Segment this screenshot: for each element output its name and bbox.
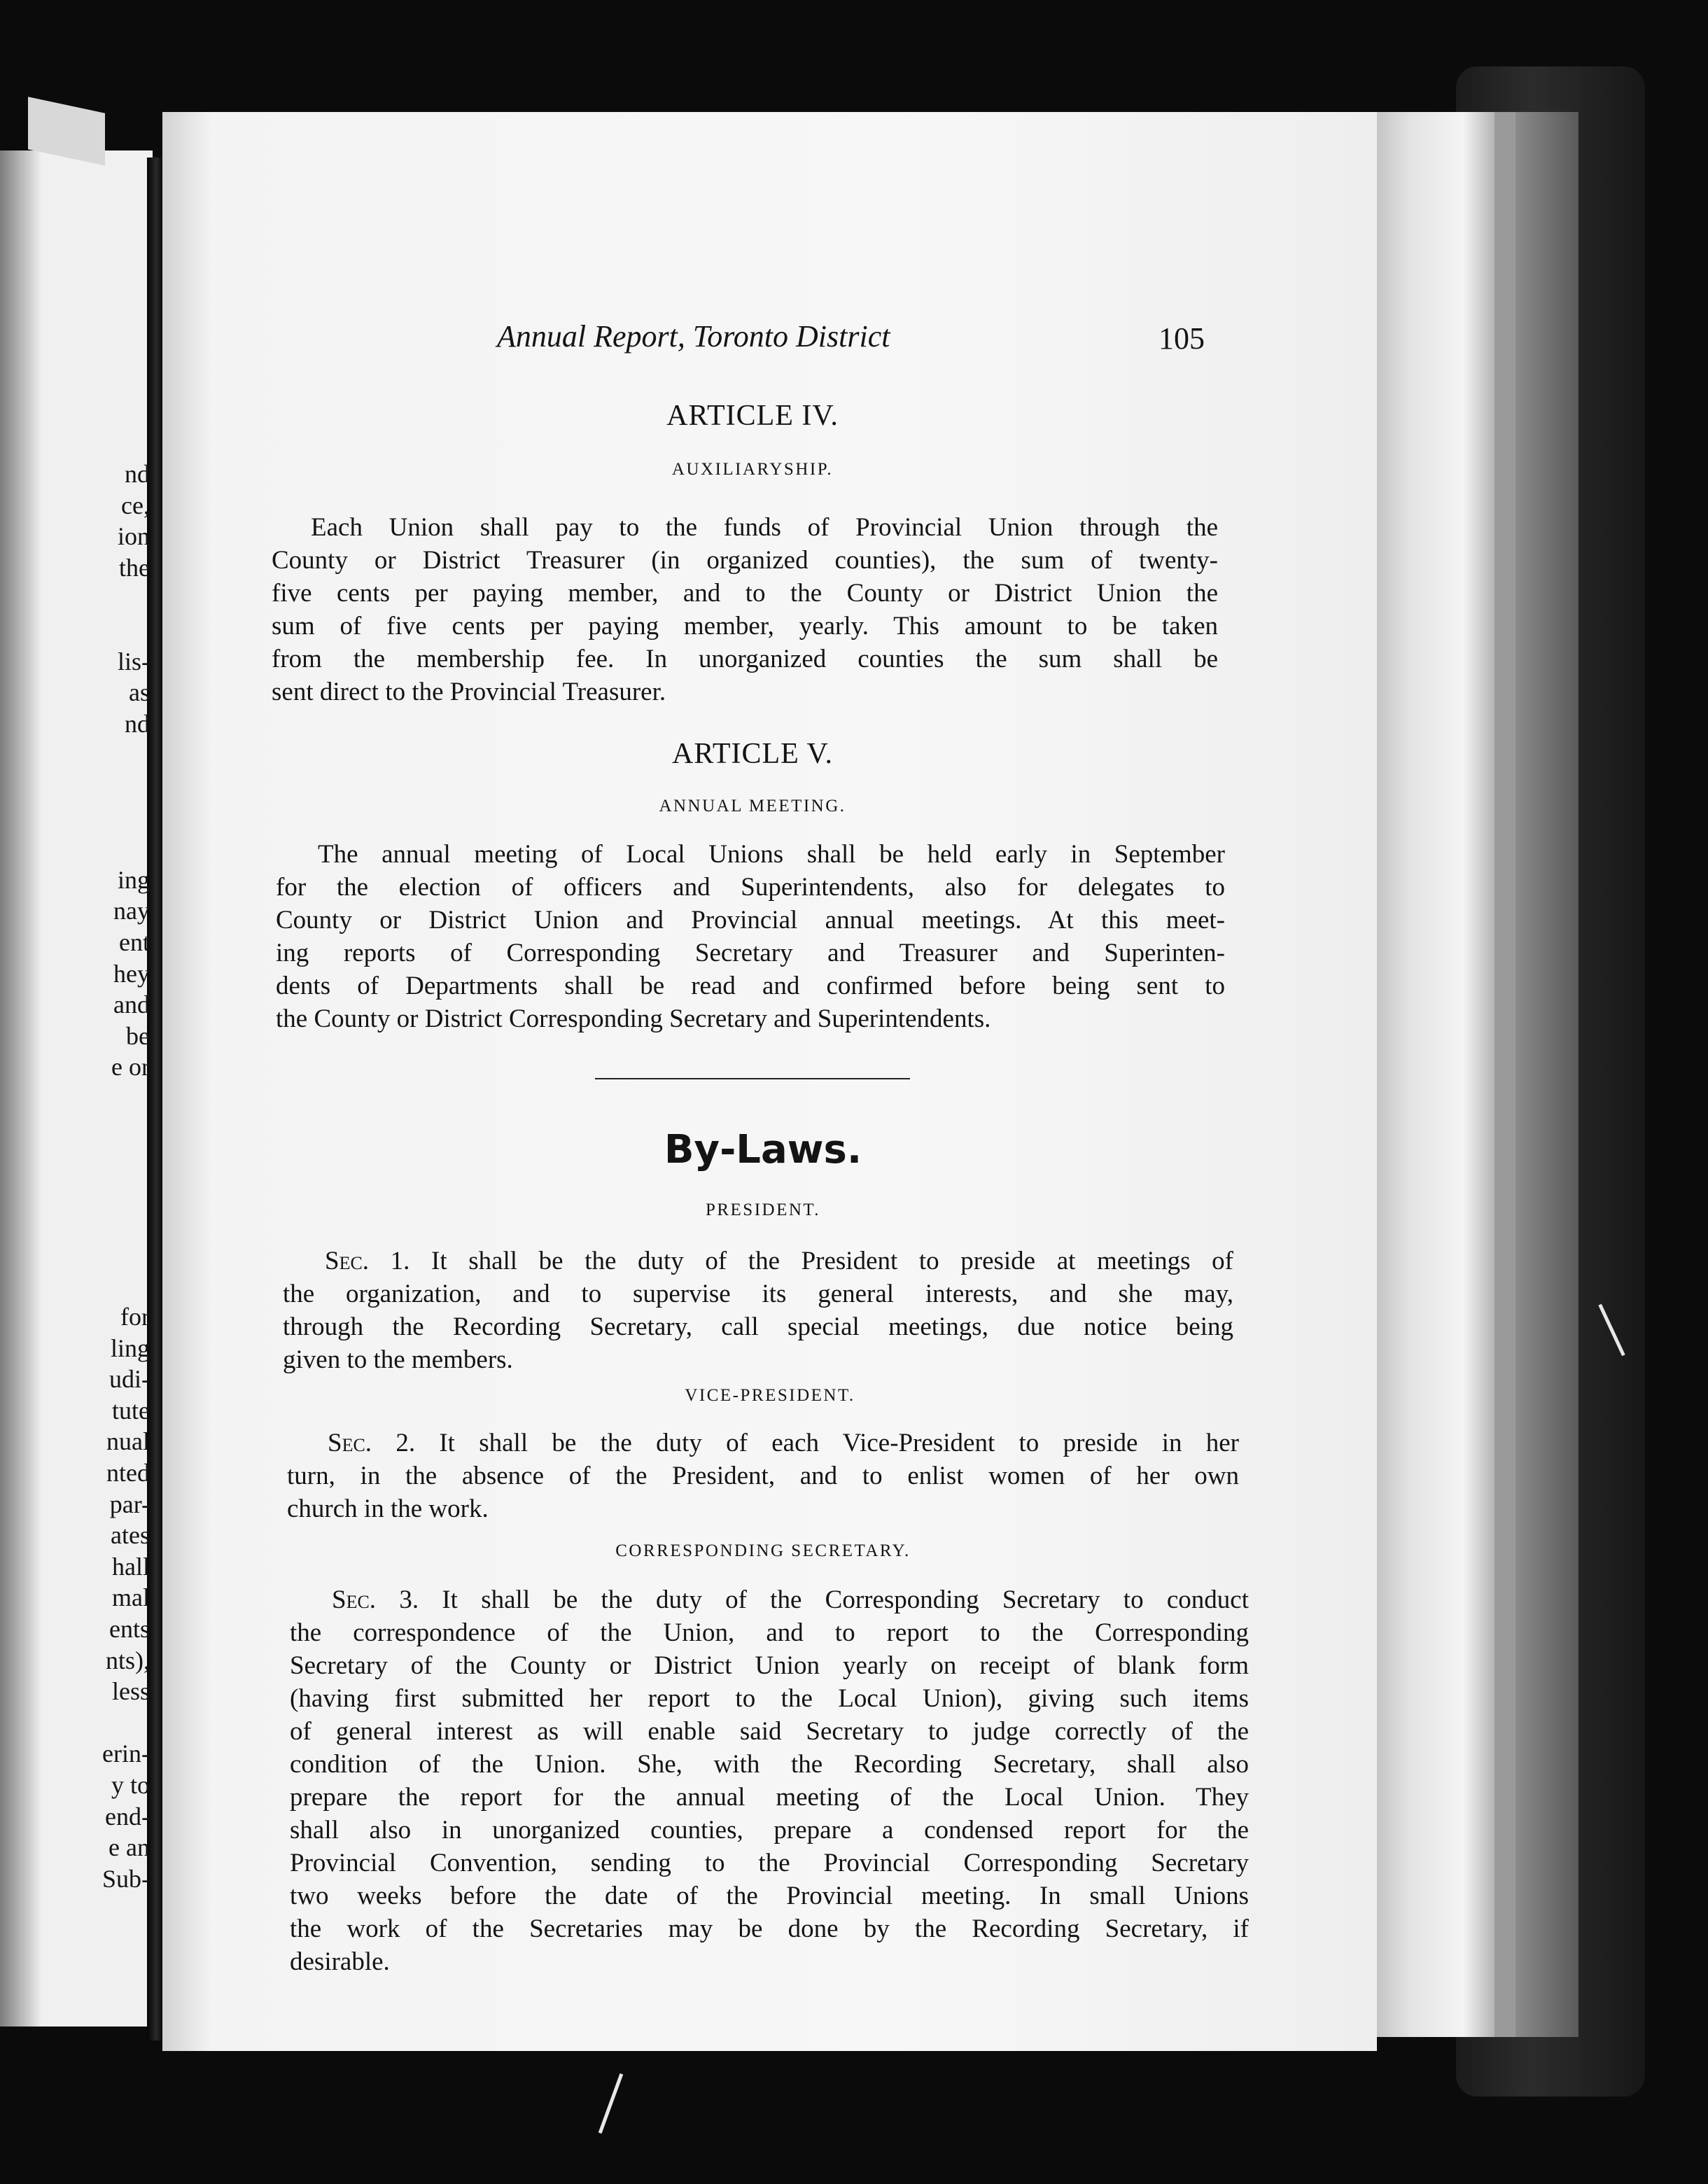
left-page-fragment: par- xyxy=(109,1490,150,1518)
paragraph-line xyxy=(290,1945,1249,1978)
left-page-fragment: nd xyxy=(125,709,150,738)
paragraph-line xyxy=(272,610,1218,643)
left-page-fragment: erin- xyxy=(102,1740,150,1768)
paragraph-line-text: shall also in unorganized counties, prepare a condensed report for the xyxy=(290,1816,1249,1844)
left-page-fragment xyxy=(0,739,150,771)
page-number: 105 xyxy=(1158,321,1205,356)
left-page-fragment xyxy=(0,1707,150,1739)
running-head: Annual Report, Toronto District xyxy=(497,319,890,354)
left-page-fragment xyxy=(0,1208,150,1239)
paragraph-line-text: dents of Departments shall be read and confirmed before being sent to xyxy=(276,972,1225,1000)
paragraph-line xyxy=(276,1002,1225,1035)
left-page-fragment xyxy=(0,1114,150,1145)
left-page-fragment: ce, xyxy=(121,491,150,519)
left-page-fragment xyxy=(0,1177,150,1208)
paragraph-line-text: County or District Treasurer (in organized counties), the sum of twenty- xyxy=(272,546,1218,575)
left-page-fragment: hey xyxy=(113,959,150,988)
paragraph-line xyxy=(276,838,1225,871)
paragraph-line-text: from the membership fee. In unorganized counties the sum shall be xyxy=(272,645,1218,673)
page-edge-shadow xyxy=(1494,112,1516,2037)
paragraph-line-text: County or District Union and Provincial annual meetings. At this meet- xyxy=(276,906,1225,934)
paragraph-line xyxy=(272,511,1218,544)
left-page-fragment: lis- xyxy=(117,647,150,676)
left-page-fragment: the xyxy=(119,553,150,582)
article-v-subtitle: ANNUAL MEETING. xyxy=(659,797,846,816)
paragraph-line xyxy=(287,1492,1239,1525)
left-page-fragment: Sub- xyxy=(102,1864,150,1893)
left-page-fragment xyxy=(0,1083,150,1114)
left-page-fragment xyxy=(0,1239,150,1270)
left-page-fragment: ing xyxy=(117,865,150,894)
section-label: Sec. 2. xyxy=(328,1429,440,1457)
paragraph-line xyxy=(290,1583,1249,1616)
left-page-fragment xyxy=(0,771,150,802)
paragraph-line-text: for the election of officers and Superintendents, also for delegates to xyxy=(276,873,1225,902)
paragraph-line xyxy=(276,871,1225,904)
paragraph-line-text: condition of the Union. She, with the Recording Secretary, shall also xyxy=(290,1750,1249,1779)
page-edges xyxy=(1368,112,1578,2037)
paragraph-line-text: It shall be the duty of the Corresponding Secretary to conduct xyxy=(442,1586,1249,1614)
paragraph-line xyxy=(272,643,1218,676)
paragraph-line-text: Secretary of the County or District Union yearly on receipt of blank form xyxy=(290,1651,1249,1680)
president-paragraph xyxy=(283,1245,1233,1376)
left-page-fragment: y to xyxy=(111,1770,150,1799)
left-page-fragment: nual xyxy=(106,1427,150,1456)
left-page-fragment: nay xyxy=(113,897,150,925)
paragraph-line-text: the correspondence of the Union, and to report to the Corresponding xyxy=(290,1618,1249,1647)
paragraph-line-text: the work of the Secretaries may be done by the Recording Secretary, if xyxy=(290,1914,1249,1943)
left-page-fragment: ion xyxy=(117,522,150,551)
bylaws-title: By-Laws. xyxy=(664,1127,862,1172)
left-page-fragment: end- xyxy=(105,1802,150,1830)
left-page-fragment: less xyxy=(112,1677,150,1706)
section-divider xyxy=(595,1078,910,1079)
left-page-fragment: be xyxy=(126,1021,150,1050)
paragraph-line xyxy=(272,676,1218,708)
left-page-fragment: udi- xyxy=(109,1365,150,1394)
left-page-fragment: tute xyxy=(112,1396,150,1424)
paragraph-line xyxy=(272,544,1218,577)
paragraph-line-text: given to the members. xyxy=(283,1345,513,1374)
left-page-fragment: e an xyxy=(108,1833,150,1862)
article-v-title: ARTICLE V. xyxy=(672,738,833,770)
paragraph-line-text: ing reports of Corresponding Secretary and Treasurer and Superinten- xyxy=(276,939,1225,967)
article-v-paragraph xyxy=(276,838,1225,1035)
paragraph-line xyxy=(290,1649,1249,1682)
left-page-fragment: mal xyxy=(112,1583,150,1612)
paragraph-line xyxy=(276,937,1225,969)
left-page-fragment: for xyxy=(120,1303,150,1331)
left-page-fragment xyxy=(0,1145,150,1177)
left-page-fragment xyxy=(0,802,150,834)
left-page-fragment: nd xyxy=(125,460,150,488)
left-page-fragment: e or xyxy=(111,1053,150,1082)
paragraph-line-text: Each Union shall pay to the funds of Provincial Union through the xyxy=(311,513,1218,542)
article-iv-paragraph xyxy=(272,511,1218,708)
paragraph-line-text: church in the work. xyxy=(287,1494,489,1523)
paragraph-line xyxy=(290,1748,1249,1781)
paragraph-line-text: the organization, and to supervise its general interests, and she may, xyxy=(283,1280,1233,1308)
paragraph-line xyxy=(283,1278,1233,1310)
paragraph-line xyxy=(287,1427,1239,1460)
paragraph-line-text: prepare the report for the annual meeting of the Local Union. They xyxy=(290,1783,1249,1812)
left-page-fragment xyxy=(0,583,150,615)
paragraph-line-text: The annual meeting of Local Unions shall be held early in September xyxy=(318,840,1225,869)
paragraph-line-text: It shall be the duty of each Vice-President to preside in her xyxy=(439,1429,1239,1457)
article-iv-subtitle: AUXILIARYSHIP. xyxy=(671,460,834,479)
paragraph-line xyxy=(290,1847,1249,1879)
paragraph-line-text: two weeks before the date of the Provincial meeting. In small Unions xyxy=(290,1882,1249,1910)
left-page-fragment: and xyxy=(113,990,150,1019)
president-heading: PRESIDENT. xyxy=(705,1200,821,1219)
article-iv-title: ARTICLE IV. xyxy=(666,400,839,432)
paragraph-line xyxy=(283,1343,1233,1376)
paragraph-line-text: five cents per paying member, and to the County or District Union the xyxy=(272,579,1218,608)
left-page-fragment: ling xyxy=(110,1334,150,1362)
paragraph-line xyxy=(290,1616,1249,1649)
left-page-fragment xyxy=(0,833,150,864)
left-page-fragment: ents xyxy=(109,1614,150,1643)
paragraph-line-text: sent direct to the Provincial Treasurer. xyxy=(272,678,666,706)
paragraph-line xyxy=(290,1912,1249,1945)
paragraph-line-text: the County or District Corresponding Secretary and Superintendents. xyxy=(276,1004,991,1033)
margin-mark xyxy=(598,2073,623,2134)
left-page-fragment xyxy=(0,615,150,646)
paragraph-line xyxy=(290,1715,1249,1748)
paragraph-line-text: desirable. xyxy=(290,1947,390,1976)
paragraph-line xyxy=(290,1814,1249,1847)
left-page-fragment xyxy=(0,1270,150,1301)
left-page-text xyxy=(0,458,150,1894)
paragraph-line xyxy=(283,1245,1233,1278)
left-page-fragment: hall xyxy=(112,1552,150,1581)
paragraph-line xyxy=(283,1310,1233,1343)
paragraph-line-text: Provincial Convention, sending to the Provincial Corresponding Secretary xyxy=(290,1849,1249,1877)
left-page-fragment: as xyxy=(129,678,150,707)
section-label: Sec. 1. xyxy=(325,1247,431,1275)
paragraph-line xyxy=(287,1460,1239,1492)
paragraph-line xyxy=(290,1682,1249,1715)
paragraph-line xyxy=(272,577,1218,610)
left-page-fragment: ates xyxy=(111,1521,150,1550)
section-label: Sec. 3. xyxy=(332,1586,442,1614)
paragraph-line-text: (having first submitted her report to the Local Union), giving such items xyxy=(290,1684,1249,1713)
left-page-fragment: ent xyxy=(119,927,150,956)
paragraph-line-text: sum of five cents per paying member, yearly. This amount to be taken xyxy=(272,612,1218,640)
paragraph-line xyxy=(290,1781,1249,1814)
left-page-fragment: nts), xyxy=(106,1646,150,1674)
paragraph-line-text: turn, in the absence of the President, and to enlist women of her own xyxy=(287,1462,1239,1490)
paragraph-line xyxy=(276,904,1225,937)
paragraph-line-text: It shall be the duty of the President to preside at meetings of xyxy=(431,1247,1233,1275)
left-page-fragment: nted xyxy=(106,1459,150,1487)
paragraph-line xyxy=(290,1879,1249,1912)
vice-president-heading: VICE-PRESIDENT. xyxy=(685,1386,855,1405)
paragraph-line-text: through the Recording Secretary, call special meetings, due notice being xyxy=(283,1312,1233,1341)
paragraph-line xyxy=(276,969,1225,1002)
paragraph-line-text: of general interest as will enable said Secretary to judge correctly of the xyxy=(290,1717,1249,1746)
vice-president-paragraph xyxy=(287,1427,1239,1525)
corresponding-secretary-paragraph xyxy=(290,1583,1249,1978)
corresponding-secretary-heading: CORRESPONDING SECRETARY. xyxy=(615,1541,911,1560)
